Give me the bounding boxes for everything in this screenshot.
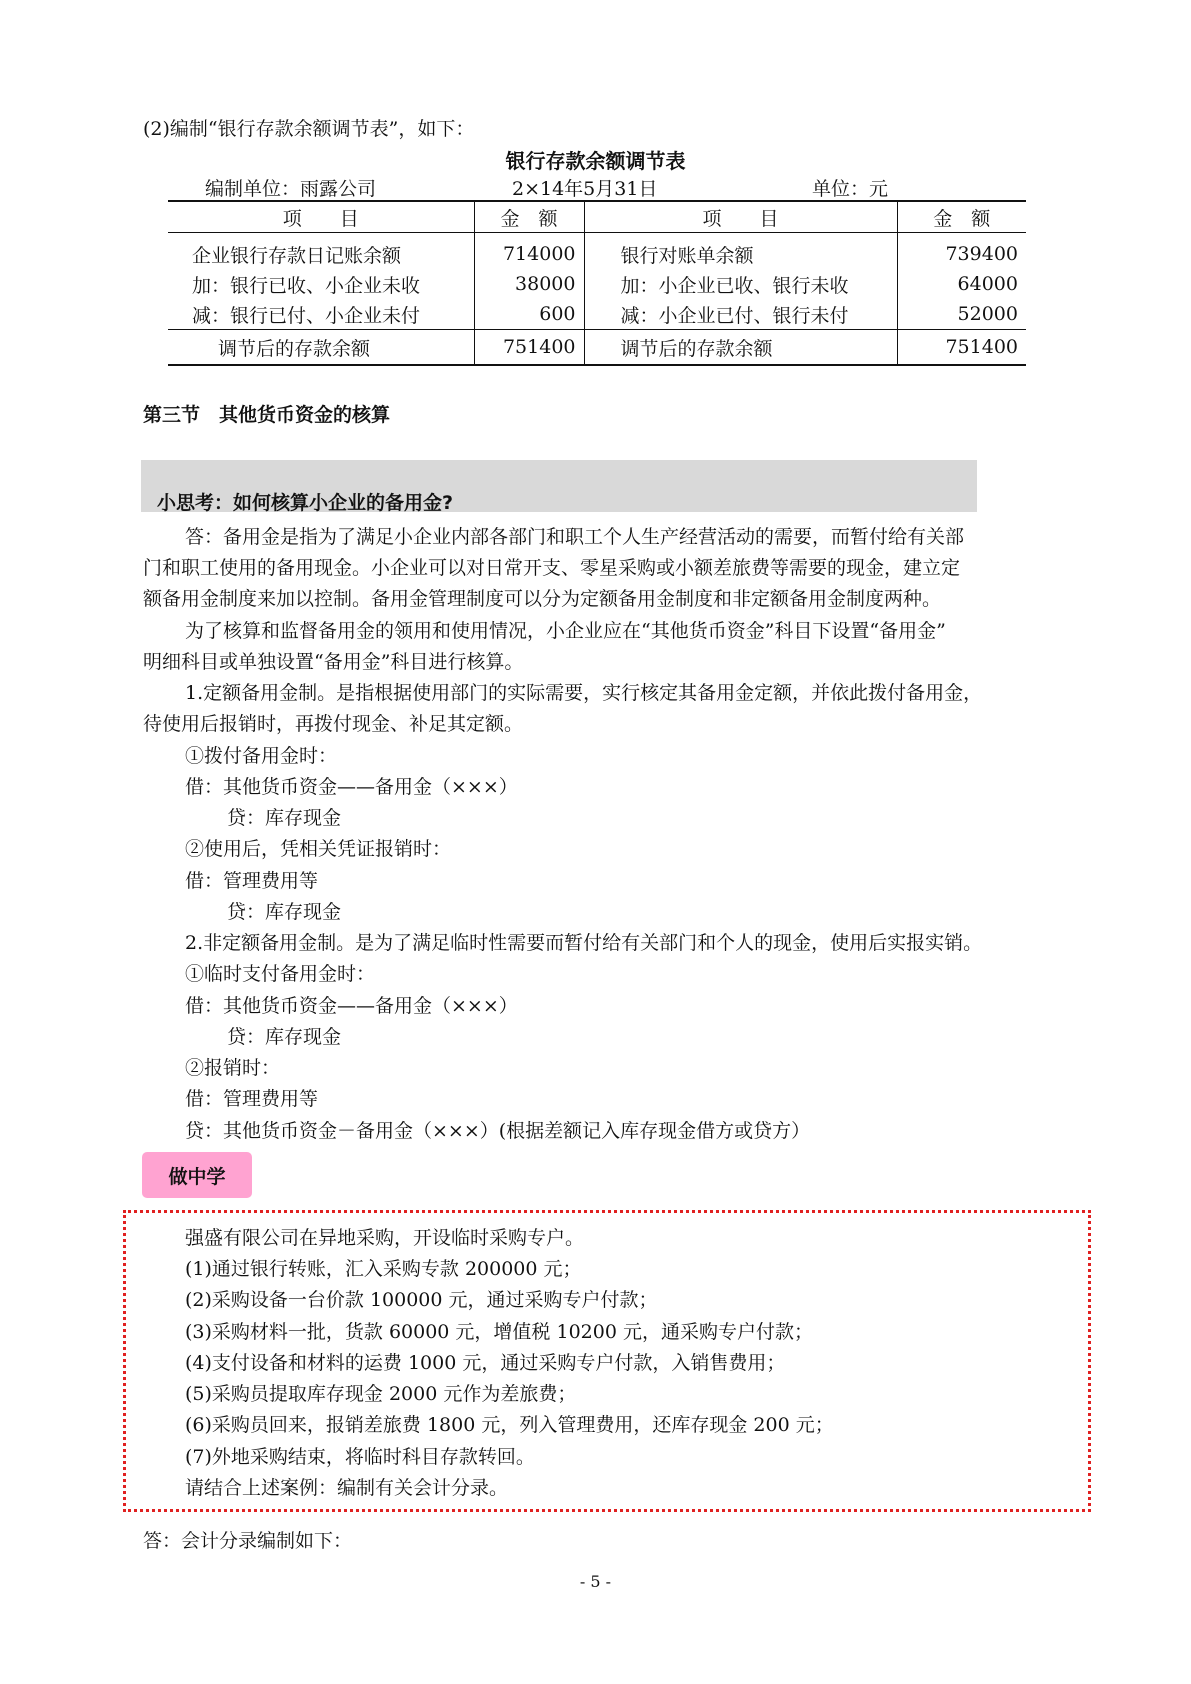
table-header-row	[168, 201, 1026, 233]
body-line: 贷：其他货币资金－备用金（×××）(根据差额记入库存现金借方或贷方）	[185, 1120, 811, 1142]
reconciliation-table	[168, 200, 1026, 366]
table-date: 2×14年5月31日	[512, 178, 658, 200]
row-amount: 600	[474, 299, 584, 330]
body-line: 2.非定额备用金制。是为了满足临时性需要而暂付给有关部门和个人的现金，使用后实报实销。	[185, 932, 983, 954]
table-title: 银行存款余额调节表	[505, 149, 686, 173]
header-amount: 金 额	[474, 201, 584, 233]
total-label: 调节后的存款余额	[168, 330, 474, 366]
header-item: 项 目	[584, 201, 897, 233]
row-amount: 38000	[474, 269, 584, 299]
body-line: ①临时支付备用金时：	[185, 963, 376, 985]
practice-badge	[142, 1152, 252, 1198]
table-row	[168, 233, 1026, 270]
total-amount: 751400	[897, 330, 1026, 366]
body-line: 贷：库存现金	[227, 807, 342, 829]
body-line: 门和职工使用的备用现金。小企业可以对日常开支、零星采购或小额差旅费等需要的现金，建立定	[143, 557, 961, 579]
total-label: 调节后的存款余额	[584, 330, 897, 366]
header-amount: 金 额	[897, 201, 1026, 233]
case-line: 请结合上述案例：编制有关会计分录。	[185, 1477, 509, 1499]
case-line: (4)支付设备和材料的运费 1000 元，通过采购专户付款，入销售费用；	[185, 1352, 786, 1374]
body-line: 借：管理费用等	[185, 870, 319, 892]
case-line: (6)采购员回来，报销差旅费 1800 元，列入管理费用，还库存现金 200 元；	[185, 1414, 834, 1436]
body-line: 贷：库存现金	[227, 1026, 342, 1048]
row-label: 银行对账单余额	[584, 233, 897, 270]
body-line: 借：其他货币资金——备用金（×××）	[185, 776, 518, 798]
case-line: (5)采购员提取库存现金 2000 元作为差旅费；	[185, 1383, 577, 1405]
answer-text: 答：会计分录编制如下：	[143, 1530, 353, 1552]
body-line: ①拨付备用金时：	[185, 745, 338, 767]
row-amount: 739400	[945, 243, 1018, 265]
practice-badge-label: 做中学	[168, 1166, 226, 1188]
row-amount: 64000	[957, 273, 1018, 295]
section-title: 第三节 其他货币资金的核算	[143, 404, 391, 426]
think-box	[141, 460, 977, 512]
header-item: 项 目	[168, 201, 474, 233]
body-line: 借：其他货币资金——备用金（×××）	[185, 995, 518, 1017]
total-amount: 751400	[474, 330, 584, 366]
intro-text: (2)编制“银行存款余额调节表”，如下：	[143, 118, 475, 140]
case-line: (1)通过银行转账，汇入采购专款 200000 元；	[185, 1258, 582, 1280]
row-amount: 714000	[474, 233, 584, 270]
body-line: ②使用后，凭相关凭证报销时：	[185, 838, 452, 860]
body-line: ②报销时：	[185, 1057, 281, 1079]
table-total-row	[168, 330, 1026, 366]
body-line: 待使用后报销时，再拨付现金、补足其定额。	[143, 713, 524, 735]
table-row	[168, 299, 1026, 330]
table-org: 编制单位：雨露公司	[205, 178, 377, 200]
row-label: 企业银行存款日记账余额	[168, 233, 474, 270]
row-label: 减：银行已付、小企业未付	[168, 299, 474, 330]
body-line: 答：备用金是指为了满足小企业内部各部门和职工个人生产经营活动的需要，而暂付给有关部	[185, 526, 965, 548]
body-line: 借：管理费用等	[185, 1088, 319, 1110]
case-line: (2)采购设备一台价款 100000 元，通过采购专户付款；	[185, 1289, 658, 1311]
case-line: (3)采购材料一批，货款 60000 元，增值税 10200 元，通采购专户付款；	[185, 1321, 813, 1343]
body-line: 贷：库存现金	[227, 901, 342, 923]
table-row	[168, 269, 1026, 299]
table-unit: 单位：元	[812, 178, 889, 200]
row-label: 加：银行已收、小企业未收	[168, 269, 474, 299]
row-label: 减：小企业已付、银行未付	[584, 299, 897, 330]
case-line: 强盛有限公司在异地采购，开设临时采购专户。	[185, 1227, 585, 1249]
row-label: 加：小企业已收、银行未收	[584, 269, 897, 299]
page-number: - 5 -	[579, 1572, 612, 1591]
case-line: (7)外地采购结束，将临时科目存款转回。	[185, 1446, 535, 1468]
body-line: 明细科目或单独设置“备用金”科目进行核算。	[143, 651, 524, 673]
row-amount: 52000	[957, 303, 1018, 325]
think-title: 小思考：如何核算小企业的备用金?	[157, 492, 454, 512]
body-line: 1.定额备用金制。是指根据使用部门的实际需要，实行核定其备用金定额，并依此拨付备用金，	[185, 682, 983, 704]
body-line: 额备用金制度来加以控制。备用金管理制度可以分为定额备用金制度和非定额备用金制度两种。	[143, 588, 942, 610]
body-line: 为了核算和监督备用金的领用和使用情况，小企业应在“其他货币资金”科目下设置“备用金”	[185, 620, 946, 642]
